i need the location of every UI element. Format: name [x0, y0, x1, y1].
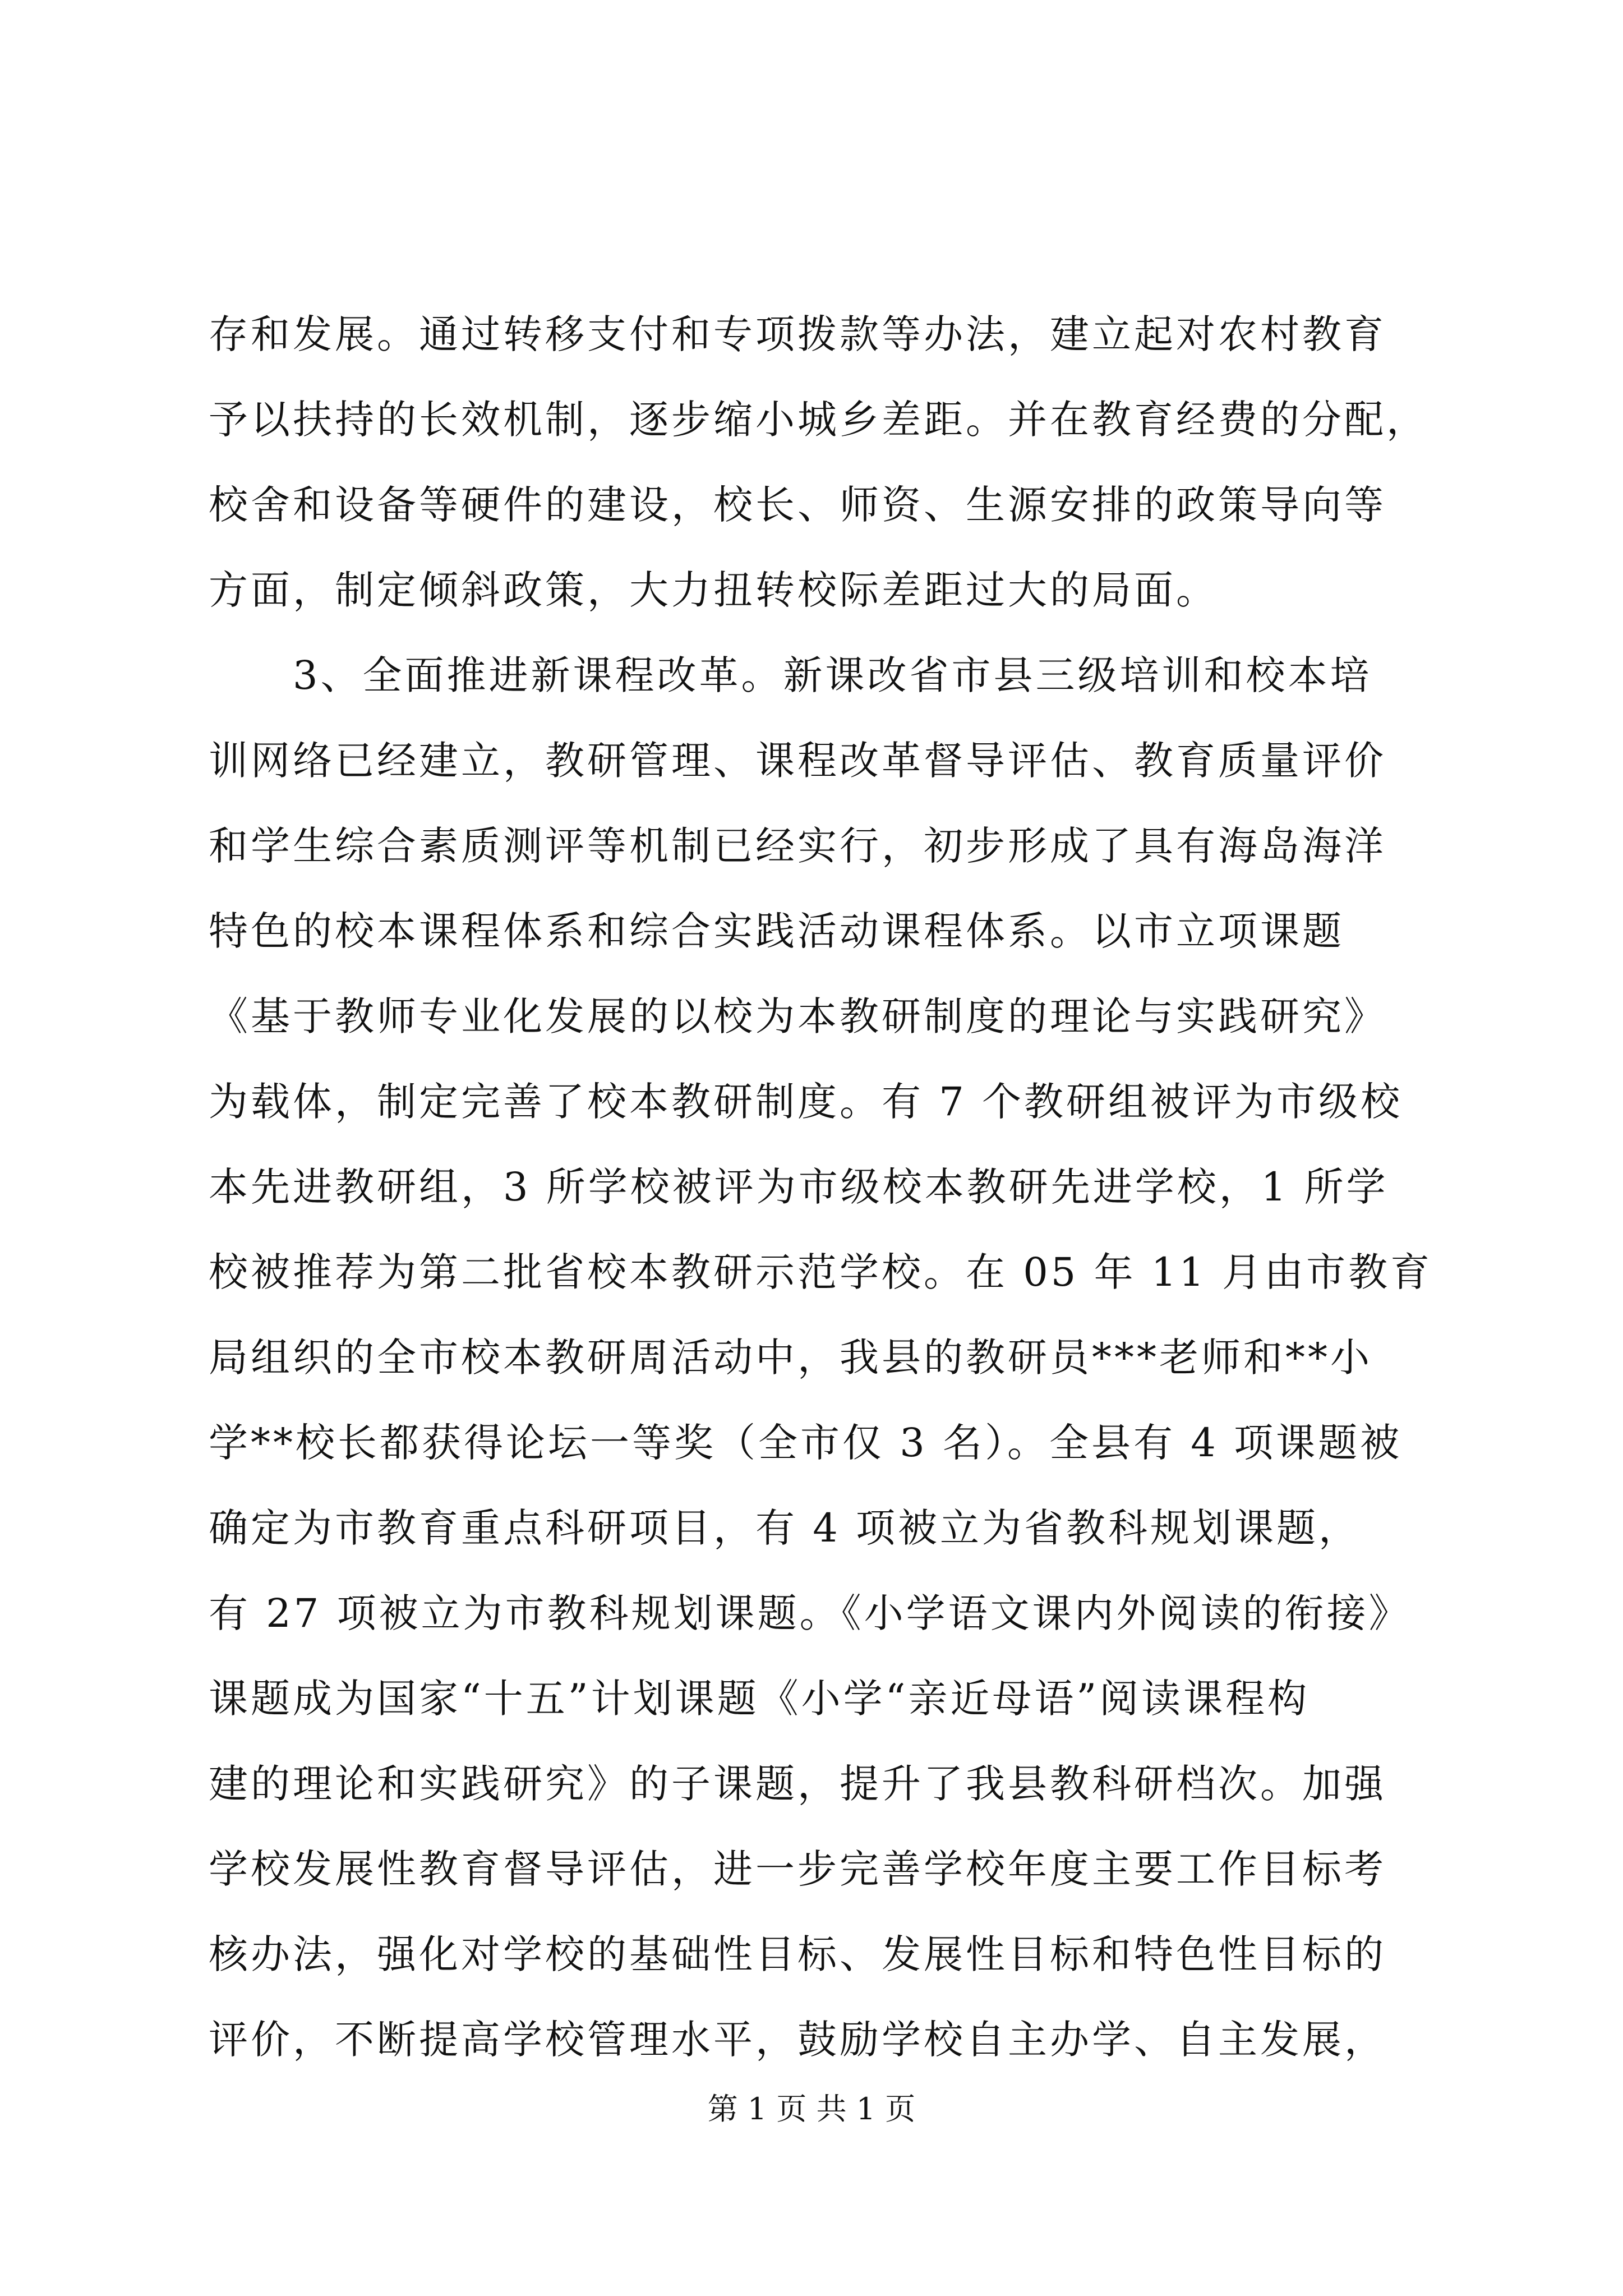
text-line: 建的理论和实践研究》的子课题，提升了我县教科研档次。加强 — [209, 1761, 1386, 1807]
text-line: 特色的校本课程体系和综合实践活动课程体系。以市立项课题 — [209, 908, 1344, 954]
text-line: 《基于教师专业化发展的以校为本教研制度的理论与实践研究》 — [209, 993, 1386, 1039]
text-line: 局组织的全市校本教研周活动中，我县的教研员***老师和**小 — [209, 1335, 1372, 1381]
text-line: 为载体，制定完善了校本教研制度。有 7 个教研组被评为市级校 — [209, 1079, 1403, 1125]
text-line: 学校发展性教育督导评估，进一步完善学校年度主要工作目标考 — [209, 1846, 1386, 1892]
text-line: 校舍和设备等硬件的建设，校长、师资、生源安排的政策导向等 — [209, 482, 1386, 528]
text-line: 方面，制定倾斜政策，大力扭转校际差距过大的局面。 — [209, 567, 1218, 613]
text-line: 存和发展。通过转移支付和专项拨款等办法，建立起对农村教育 — [209, 311, 1386, 357]
body-text — [209, 292, 1433, 2082]
text-line: 校被推荐为第二批省校本教研示范学校。在 05 年 11 月由市教育 — [209, 1249, 1433, 1295]
text-line: 3、全面推进新课程改革。新课改省市县三级培训和校本培 — [209, 652, 1372, 698]
text-line: 学**校长都获得论坛一等奖（全市仅 3 名）。全县有 4 项课题被 — [209, 1420, 1403, 1466]
page-number-label: 第 1 页 共 1 页 — [707, 2091, 916, 2127]
text-line: 有 27 项被立为市教科规划课题。《小学语文课内外阅读的衔接》 — [209, 1590, 1411, 1636]
page-footer — [0, 2087, 1623, 2132]
text-line: 核办法，强化对学校的基础性目标、发展性目标和特色性目标的 — [209, 1931, 1386, 1977]
text-line: 训网络已经建立，教研管理、课程改革督导评估、教育质量评价 — [209, 738, 1386, 784]
text-line: 评价，不断提高学校管理水平，鼓励学校自主办学、自主发展， — [209, 2017, 1386, 2063]
text-line: 课题成为国家“十五”计划课题《小学“亲近母语”阅读课程构 — [209, 1676, 1310, 1722]
text-line: 和学生综合素质测评等机制已经实行，初步形成了具有海岛海洋 — [209, 823, 1386, 869]
text-line: 本先进教研组，3 所学校被评为市级校本教研先进学校，1 所学 — [209, 1164, 1389, 1210]
text-line: 予以扶持的长效机制，逐步缩小城乡差距。并在教育经费的分配， — [209, 397, 1428, 443]
text-line: 确定为市教育重点科研项目，有 4 项被立为省教科规划课题， — [209, 1505, 1361, 1551]
